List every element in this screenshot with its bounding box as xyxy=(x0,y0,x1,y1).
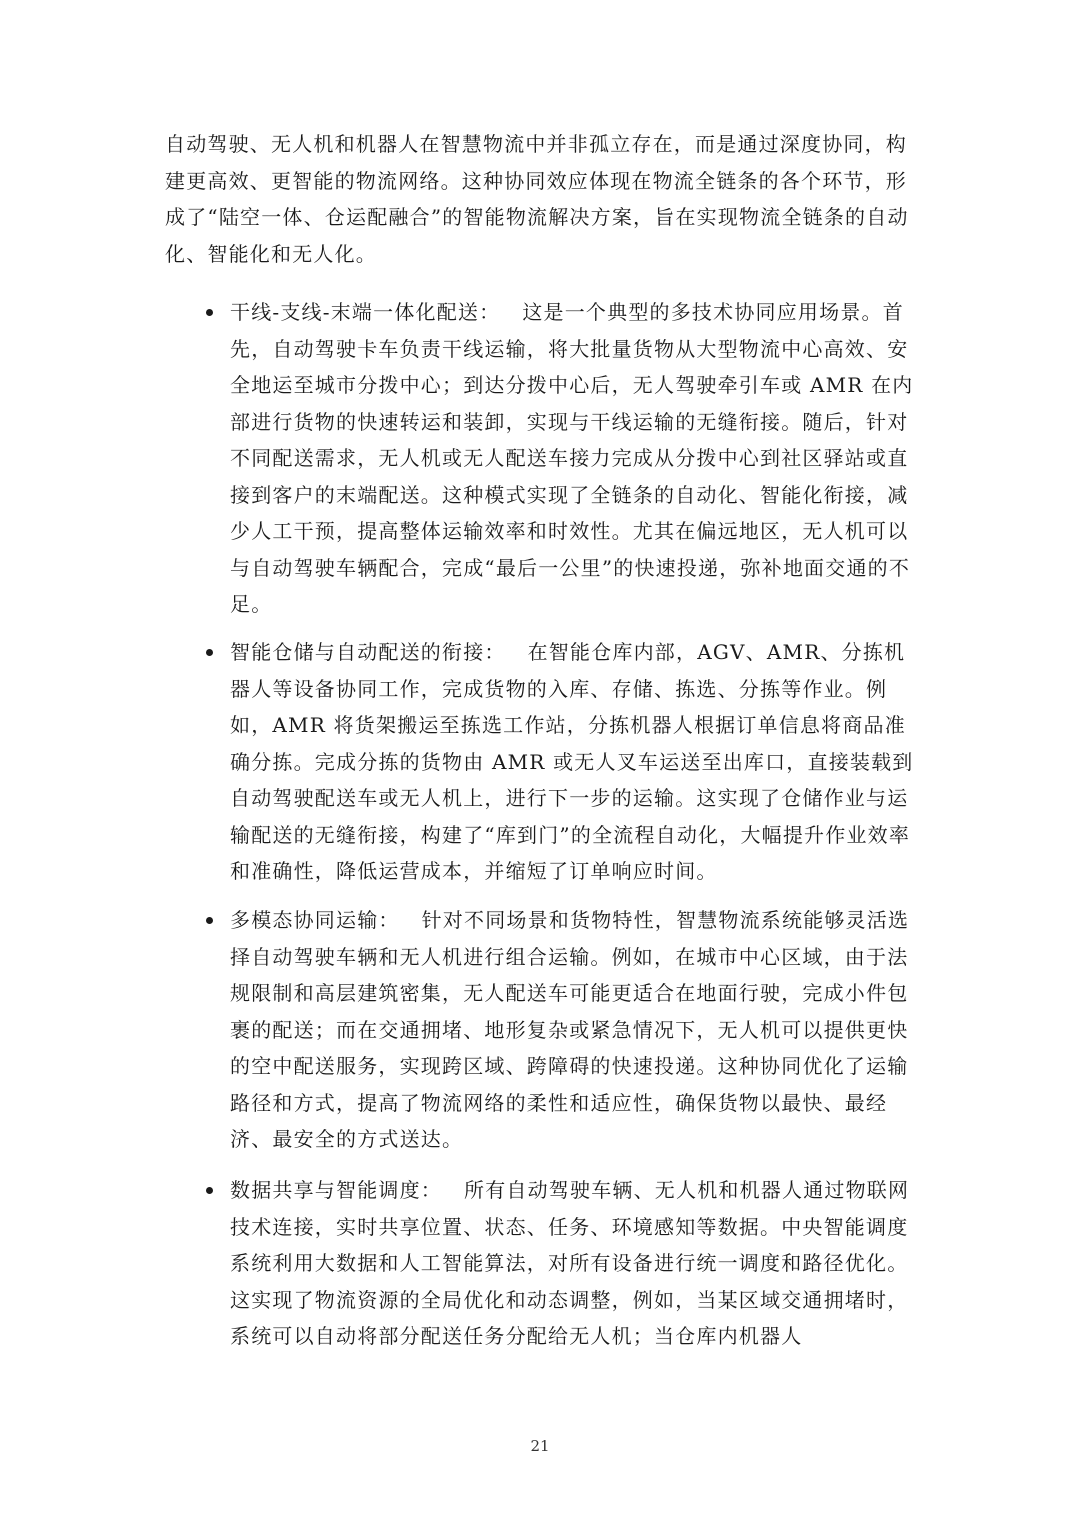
bullet-body: 在智能仓库内部，AGV、AMR、分拣机器人等设备协同工作，完成货物的入库、存储、拣选、分拣等作业。例如，AMR 将货架搬运至拣选工作站，分拣机器人根据订单信息将商品准确分拣。完成分拣的货物由 AMR 或无人叉车运送至出库口，直接装载到自动驾驶配送车或无人机上，进行下一步的运输。这实现了仓储作业与运输配送的无缝衔接，构建了“库到门”的全流程自动化，大幅提升作业效率和准确性，降低运营成本，并缩短了订单响应时间。 xyxy=(230,640,914,883)
bullet-title: 干线-支线-末端一体化配送： xyxy=(230,300,501,324)
bullet-title: 智能仓储与自动配送的衔接： xyxy=(230,640,506,664)
bullet-title: 数据共享与智能调度： xyxy=(230,1178,442,1202)
bullet-title: 多模态协同运输： xyxy=(230,908,400,932)
bullet-body: 所有自动驾驶车辆、无人机和机器人通过物联网技术连接，实时共享位置、状态、任务、环境感知等数据。中央智能调度系统利用大数据和人工智能算法，对所有设备进行统一调度和路径优化。这实现了物流资源的全局优化和动态调整，例如，当某区域交通拥堵时，系统可以自动将部分配送任务分配给无人机；当仓库内机器人 xyxy=(230,1178,910,1348)
bullet-body: 针对不同场景和货物特性，智慧物流系统能够灵活选择自动驾驶车辆和无人机进行组合运输。例如，在城市中心区域，由于法规限制和高层建筑密集，无人配送车可能更适合在地面行驶，完成小件包裹的配送；而在交通拥堵、地形复杂或紧急情况下，无人机可以提供更快的空中配送服务，实现跨区域、跨障碍的快速投递。这种协同优化了运输路径和方式，提高了物流网络的柔性和适应性，确保货物以最快、最经济、最安全的方式送达。 xyxy=(230,908,910,1151)
page-number: 21 xyxy=(530,1437,550,1455)
bullet-dot-icon xyxy=(206,309,213,316)
intro-paragraph: 自动驾驶、无人机和机器人在智慧物流中并非孤立存在，而是通过深度协同，构建更高效、更智能的物流网络。这种协同效应体现在物流全链条的各个环节，形成了“陆空一体、仓运配融合”的智能物流解决方案，旨在实现物流全链条的自动化、智能化和无人化。 xyxy=(165,132,909,266)
bullet-body: 这是一个典型的多技术协同应用场景。首先，自动驾驶卡车负责干线运输，将大批量货物从大型物流中心高效、安全地运至城市分拨中心；到达分拨中心后，无人驾驶牵引车或 AMR 在内部进行货物的快速转运和装卸，实现与干线运输的无缝衔接。随后，针对不同配送需求，无人机或无人配送车接力完成从分拨中心到社区驿站或直接到客户的末端配送。这种模式实现了全链条的自动化、智能化衔接，减少人工干预，提高整体运输效率和时效性。尤其在偏远地区，无人机可以与自动驾驶车辆配合，完成“最后一公里”的快速投递，弥补地面交通的不足。 xyxy=(230,300,914,616)
bullet-dot-icon xyxy=(206,1187,213,1194)
bullet-dot-icon xyxy=(206,917,213,924)
bullet-dot-icon xyxy=(206,649,213,656)
